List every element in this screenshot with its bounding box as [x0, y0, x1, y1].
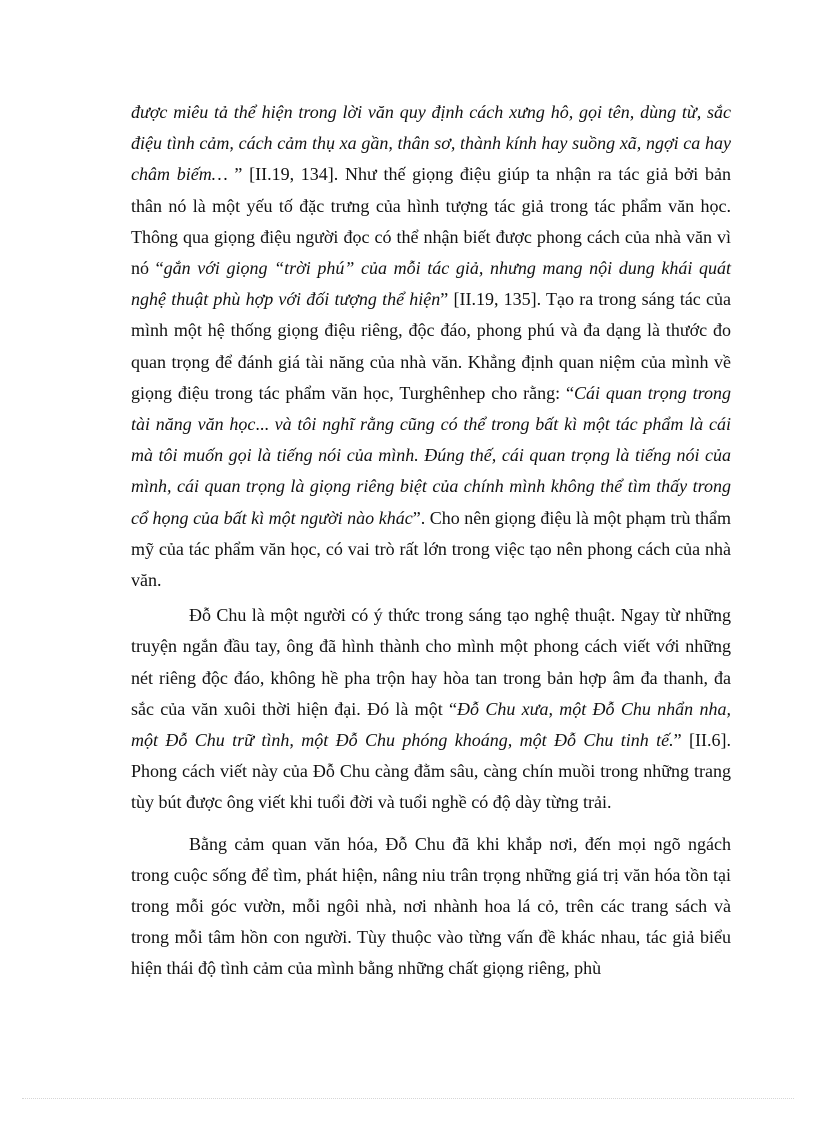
text-run: ” [II.6]. Phong cách viết này của Đỗ Chu càng đằm sâu, càng chín muồi trong những trang tùy bút được ông viết khi tuổi đời và tuổi nghề có độ dày từng trải.	[131, 730, 732, 813]
paragraph-1	[131, 97, 731, 596]
italic-quote: được miêu tả thể hiện trong lời văn quy định cách xưng hô, gọi tên, dùng từ, sắc điệu tình cảm, cách cảm thụ xa gần, thân sơ, thành kính hay suồng xã, ngợi ca hay châm biếm…	[131, 102, 731, 185]
text-run: Đỗ Chu là một người có ý thức trong sáng tạo nghệ thuật. Ngay từ những truyện ngắn đầu tay, ông đã hình thành cho mình một phong cách viết với những nét riêng độc đáo, không hề pha trộn hay hòa tan trong bản hợp âm đa thanh, đa sắc của văn xuôi thời hiện đại. Đó là một “	[131, 605, 731, 719]
body-text	[131, 97, 731, 985]
text-run: Bằng cảm quan văn hóa, Đỗ Chu đã khi khắp nơi, đến mọi ngõ ngách trong cuộc sống để tìm, phát hiện, nâng niu trân trọng những giá trị văn hóa tồn tại trong mỗi góc vườn, mỗi ngôi nhà, nơi nhành hoa lá cỏ, trên các trang sách và trong mỗi tâm hồn con người. Tùy thuộc vào từng vấn đề khác nhau, tác giả biểu hiện thái độ tình cảm của mình bằng những chất giọng riêng, phù	[131, 833, 731, 979]
italic-quote: Đỗ Chu xưa, một Đỗ Chu nhẩn nha, một Đỗ Chu trữ tình, một Đỗ Chu phóng khoáng, một Đỗ Chu tinh tế.	[131, 698, 731, 751]
page-footer-divider	[22, 1098, 794, 1099]
italic-quote: và tôi nghĩ rằng cũng có thể trong bất kì một tác phẩm là cái mà tôi muốn gọi là tiếng nói của mình. Đúng thế, cái quan trọng là tiếng nói của mình, cái quan trọng là giọng riêng biệt của chính mình không thể tìm thấy trong cổ họng của bất kì một người nào khác	[131, 414, 732, 528]
text-run: ...	[255, 414, 275, 435]
paragraph-2	[131, 600, 731, 818]
text-run: ” [II.19, 135]. Tạo ra trong sáng tác của mình một hệ thống giọng điệu riêng, độc đáo, phong phú và đa dạng là thước đo quan trọng để đánh giá tài năng của nhà văn. Khẳng định quan niệm của mình về giọng điệu trong tác phẩm văn học, Turghênhep cho rằng: “	[131, 289, 731, 403]
italic-quote: gắn với giọng “trời phú” của mỗi tác giả, nhưng mang nội dung khái quát nghệ thuật phù hợp với đối tượng thể hiện	[131, 258, 731, 310]
italic-quote: Cái quan trọng trong tài năng văn học	[131, 382, 731, 435]
text-run: ” [II.19, 134]. Như thế giọng điệu giúp ta nhận ra tác giả bởi bản thân nó là một yếu tố đặc trưng của hình tượng tác giả trong tác phẩm văn học. Thông qua giọng điệu người đọc có thể nhận biết được phong cách của nhà văn vì nó “	[131, 164, 731, 279]
text-run: ”. Cho nên giọng điệu là một phạm trù thẩm mỹ của tác phẩm văn học, có vai trò rất lớn trong việc tạo nên phong cách của nhà văn.	[131, 507, 732, 591]
paragraph-3	[131, 829, 731, 985]
